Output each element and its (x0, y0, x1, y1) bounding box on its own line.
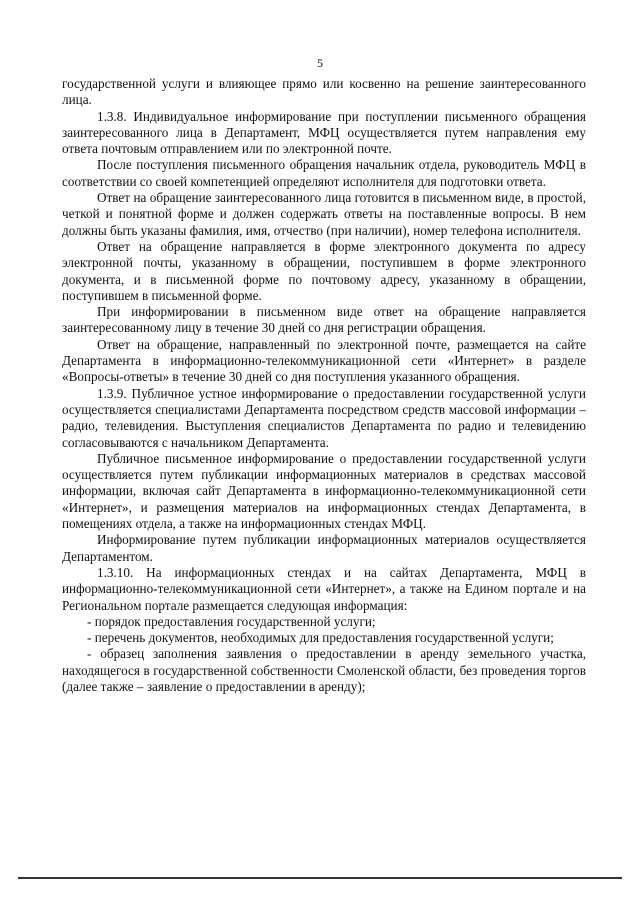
paragraph-1-3-10: 1.3.10. На информационных стендах и на сайтах Департамента, МФЦ в информационно-телекоммуникационной сети «Интернет», а также на Едином портале и на Региональном портале размещается следующая информация: (62, 564, 586, 613)
paragraph-email-answer: Ответ на обращение, направленный по электронной почте, размещается на сайте Департамента в информационно-телекоммуникационной сети «Интернет» в разделе «Вопросы-ответы» в течение 30 дней со дня поступления указанного обращения. (62, 336, 586, 385)
paragraph-public-written: Публичное письменное информирование о предоставлении государственной услуги осуществляется путем публикации информационных материалов в средствах массовой информации, включая сайт Департамента в информационно-телекоммуникационной сети «Интернет», и размещения материалов на информационных стендах Департамента, в помещениях отдела, а также на информационных стендах МФЦ. (62, 450, 586, 532)
scan-edge-line (18, 877, 622, 879)
paragraph-continuation: государственной услуги и влияющее прямо или косвенно на решение заинтересованного лица. (62, 76, 586, 108)
paragraph-publication: Информирование путем публикации информационных материалов осуществляется Департаментом. (62, 532, 586, 564)
list-item-documents: - перечень документов, необходимых для предоставления государственной услуги; (87, 630, 554, 646)
paragraph-executor: После поступления письменного обращения начальник отдела, руководитель МФЦ в соответствии со своей компетенцией определяют исполнителя для подготовки ответа. (62, 157, 586, 189)
list-item-sample: - образец заполнения заявления о предоставлении в аренду земельного участка, находящегося в государственной собственности Смоленской области, без проведения торгов (далее также – заявление о предоставлении в аренду); (62, 646, 586, 694)
list-item-procedure: - порядок предоставления государственной услуги; (87, 613, 376, 629)
paragraph-answer-form: Ответ на обращение заинтересованного лица готовится в письменном виде, в простой, четкой и понятной форме и должен содержать ответы на поставленные вопросы. В нем должны быть указаны фамилия, имя, отчество (при наличии), номер телефона исполнителя. (62, 190, 586, 238)
paragraph-1-3-8: 1.3.8. Индивидуальное информирование при поступлении письменного обращения заинтересованного лица в Департамент, МФЦ осуществляется путем направления ему ответа почтовым отправлением или по электронной почте. (62, 108, 586, 157)
document-body (62, 76, 586, 695)
paragraph-answer-delivery: Ответ на обращение направляется в форме электронного документа по адресу электронной почты, указанному в обращении, поступившем в форме электронного документа, и в письменной форме по почтовому адресу, указанному в обращении, поступившем в письменной форме. (62, 238, 586, 303)
paragraph-answer-term: При информировании в письменном виде ответ на обращение направляется заинтересованному лицу в течение 30 дней со дня регистрации обращения. (62, 304, 586, 336)
paragraph-1-3-9: 1.3.9. Публичное устное информирование о предоставлении государственной услуги осуществляется специалистами Департамента посредством средств массовой информации – радио, телевидения. Выступления специалистов Департамента по радио и телевидению согласовываются с начальником Департамента. (62, 385, 586, 450)
page-number: 5 (317, 56, 323, 70)
